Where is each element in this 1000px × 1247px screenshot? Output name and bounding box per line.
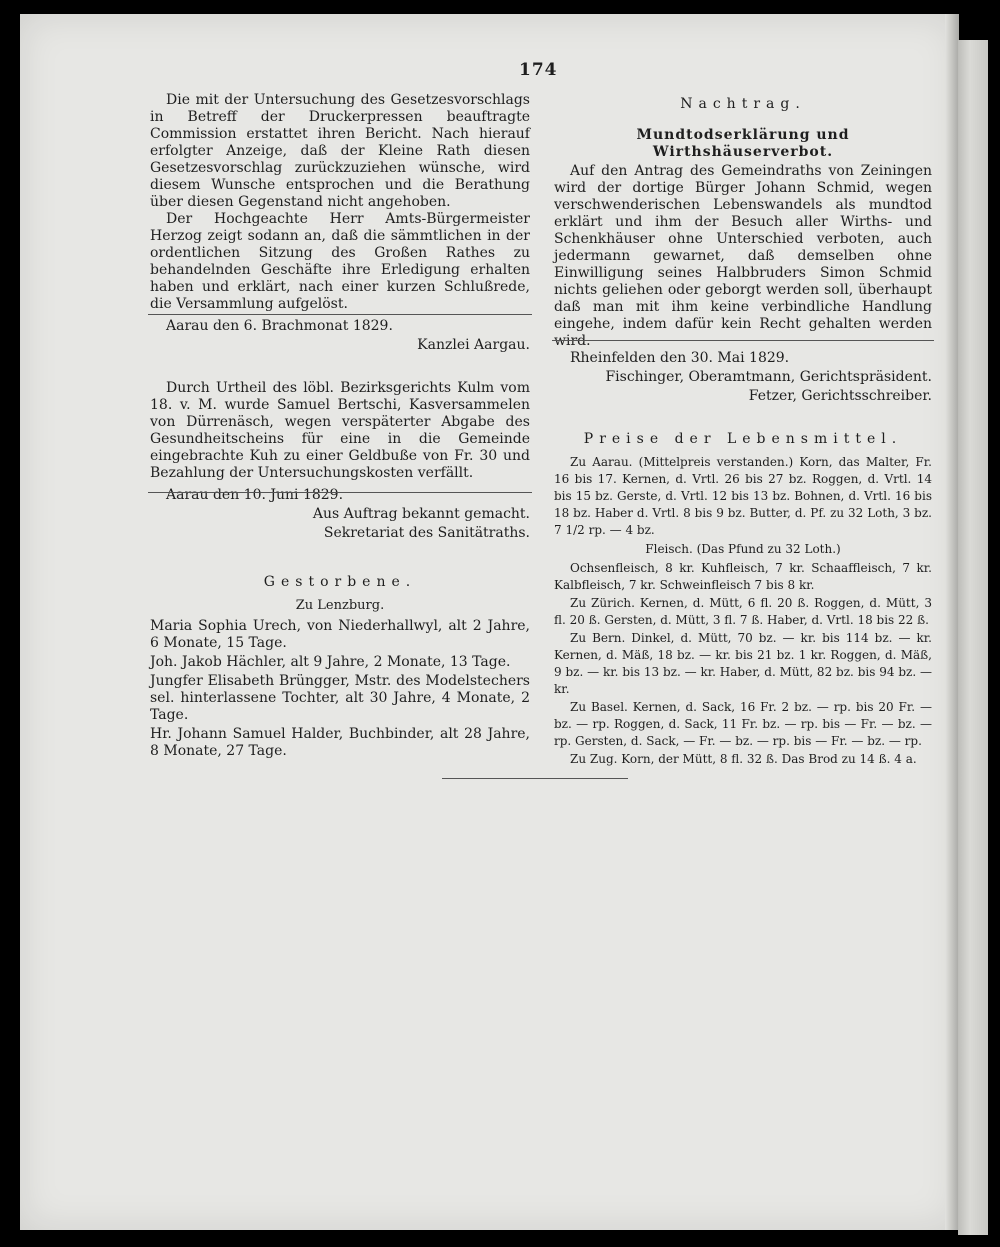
signature-fetzer: Fetzer, Gerichtsschreiber. xyxy=(748,388,932,404)
rule-right-1 xyxy=(552,340,934,341)
prices-meat: Ochsenfleisch, 8 kr. Kuhfleisch, 7 kr. Schaaffleisch, 7 kr. Kalbfleisch, 7 kr. Schweinfleisch 7 bis 8 kr. xyxy=(554,561,932,592)
signature-auftrag: Aus Auftrag bekannt gemacht. xyxy=(312,506,530,522)
signature-kanzlei: Kanzlei Aargau. xyxy=(417,337,530,353)
prices-heading: Preise der Lebensmittel. xyxy=(583,431,903,447)
mundtod-subheading: Mundtodserklärung und Wirthshäuserverbot. xyxy=(636,127,850,160)
signature-sekretariat: Sekretariat des Sanitätraths. xyxy=(323,525,530,541)
session-closing-paragraph: Der Hochgeachte Herr Amts-Bürgermeister Herzog zeigt sodann an, daß die sämmtlichen in der ordentlichen Sitzung des Großen Rathes zu behandelnden Geschäfte ihre Erledigung erhalten haben und erklärt, nach einer kurzen Schlußrede, die Versammlung aufgelöst. xyxy=(150,211,530,312)
nachtrag-heading: Nachtrag. xyxy=(680,96,806,112)
prices-zuerich: Zu Zürich. Kernen, d. Mütt, 6 fl. 20 ß. Roggen, d. Mütt, 3 fl. 20 ß. Gersten, d. Mütt, 3 fl. 7 ß. Haber, d. Vrtl. 18 bis 22 ß. xyxy=(554,596,932,627)
rule-left-1 xyxy=(148,314,532,315)
next-page-edge xyxy=(958,40,988,1235)
meat-heading: Fleisch. (Das Pfund zu 32 Loth.) xyxy=(645,542,841,556)
dateline-rheinfelden: Rheinfelden den 30. Mai 1829. xyxy=(570,350,790,366)
left-column xyxy=(150,92,530,762)
prices-aarau: Zu Aarau. (Mittelpreis verstanden.) Korn, das Malter, Fr. 16 bis 17. Kernen, d. Vrtl. 26 bis 27 bz. Roggen, d. Vrtl. 14 bis 15 bz. Gerste, d. Vrtl. 12 bis 13 bz. Bohnen, d. Vrtl. 16 bis 18 bz. Haber d. Vrtl. 8 bis 9 bz. Butter, d. Pf. zu 32 Loth, 3 bz. 7 1/2 rp. — 4 bz. xyxy=(554,455,932,537)
commission-report-paragraph: Die mit der Untersuchung des Gesetzesvorschlags in Betreff der Druckerpressen beauftragte Commission erstattet ihren Bericht. Nach hierauf erfolgter Anzeige, daß der Kleine Rath diesen Gesetzesvorschlag zurückzuziehen wünsche, wird diesem Wunsche entsprochen und die Berathung über diesen Gegenstand nicht angehoben. xyxy=(150,92,530,210)
deaths-place: Zu Lenzburg. xyxy=(295,598,385,613)
mundtod-paragraph: Auf den Antrag des Gemeindraths von Zeiningen wird der dortige Bürger Johann Schmid, wegen verschwenderischen Lebenswandels als mundtod erklärt und ihm der Besuch aller Wirths- und Schenkhäuser ohne Unterschied verboten, auch jedermann gewarnet, daß demselben ohne Einwilligung seines Halbbruders Simon Schmid nichts geliehen oder geborgt werden soll, überhaupt daß man mit ihm keine verbindliche Handlung eingehe, indem dafür kein Recht gehalten werden wird. xyxy=(554,163,932,349)
signature-fischinger: Fischinger, Oberamtmann, Gerichtspräsident. xyxy=(605,369,932,385)
prices-zug: Zu Zug. Korn, der Mütt, 8 fl. 32 ß. Das Brod zu 14 ß. 4 a. xyxy=(570,752,917,766)
prices-bern: Zu Bern. Dinkel, d. Mütt, 70 bz. — kr. bis 114 bz. — kr. Kernen, d. Mäß, 18 bz. — kr. bis 21 bz. 1 kr. Roggen, d. Mäß, 9 bz. — kr. bis 13 bz. — kr. Haber, d. Mütt, 82 bz. bis 94 bz. — kr. xyxy=(554,631,932,696)
page-spine-shadow xyxy=(945,14,959,1230)
page-number: 174 xyxy=(519,60,558,80)
rule-bottom xyxy=(442,778,628,779)
dateline-aarau-1: Aarau den 6. Brachmonat 1829. xyxy=(166,318,393,334)
death-entry: Jungfer Elisabeth Brüngger, Mstr. des Modelstechers sel. hinterlassene Tochter, alt 30 Jahre, 4 Monate, 2 Tage. xyxy=(150,673,530,723)
right-column xyxy=(554,92,932,769)
dateline-aarau-2: Aarau den 10. Juni 1829. xyxy=(166,487,344,503)
rule-left-2 xyxy=(148,492,532,493)
death-entry: Maria Sophia Urech, von Niederhallwyl, alt 2 Jahre, 6 Monate, 15 Tage. xyxy=(150,618,530,651)
court-judgment-paragraph: Durch Urtheil des löbl. Bezirksgerichts Kulm vom 18. v. M. wurde Samuel Bertschi, Kasversammelen von Dürrenäsch, wegen verspäterter Abgabe des Gesundheitscheins für eine in die Gemeinde eingebrachte Kuh zu einer Geldbuße von Fr. 30 und Bezahlung der Untersuchungskosten verfällt. xyxy=(150,380,530,481)
deaths-heading: Gestorbene. xyxy=(263,574,417,590)
prices-basel: Zu Basel. Kernen, d. Sack, 16 Fr. 2 bz. — rp. bis 20 Fr. — bz. — rp. Roggen, d. Sack, 11 Fr. bz. — rp. bis — Fr. — bz. — rp. Gersten, d. Sack, — Fr. — bz. — rp. bis — Fr. — bz. — rp. xyxy=(554,700,932,748)
death-entry: Hr. Johann Samuel Halder, Buchbinder, alt 28 Jahre, 8 Monate, 27 Tage. xyxy=(150,726,530,759)
death-entry: Joh. Jakob Hächler, alt 9 Jahre, 2 Monate, 13 Tage. xyxy=(150,654,511,670)
